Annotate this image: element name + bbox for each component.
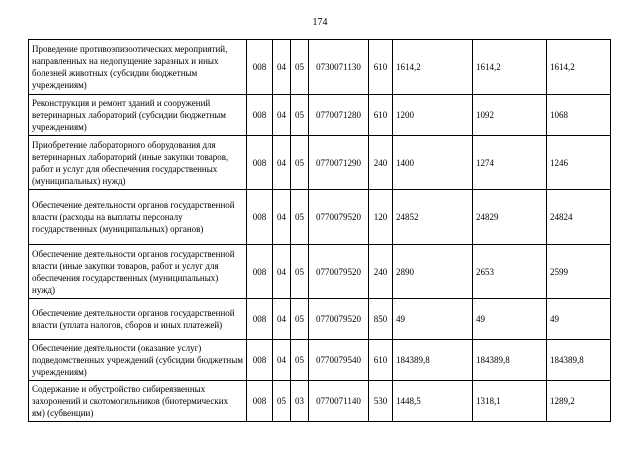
amount-year-2: 1318,1 <box>473 381 547 422</box>
ministry-code: 008 <box>247 95 273 136</box>
expense-type-code: 240 <box>369 245 393 299</box>
amount-year-1: 1614,2 <box>393 40 473 95</box>
amount-year-3: 2599 <box>547 245 611 299</box>
section-code: 04 <box>273 299 291 340</box>
amount-year-3: 184389,8 <box>547 340 611 381</box>
subsection-code: 05 <box>291 40 309 95</box>
subsection-code: 05 <box>291 340 309 381</box>
expense-type-code: 120 <box>369 190 393 245</box>
amount-year-3: 49 <box>547 299 611 340</box>
target-article-code: 0770079540 <box>309 340 369 381</box>
ministry-code: 008 <box>247 340 273 381</box>
table-row <box>29 299 611 340</box>
expense-type-code: 610 <box>369 40 393 95</box>
expense-description: Реконструкция и ремонт зданий и сооружений ветеринарных лабораторий (субсидии бюджетным учреждениям) <box>29 95 247 136</box>
table-body <box>29 40 611 422</box>
table-row <box>29 95 611 136</box>
amount-year-3: 1068 <box>547 95 611 136</box>
table-row <box>29 190 611 245</box>
subsection-code: 05 <box>291 136 309 190</box>
amount-year-2: 184389,8 <box>473 340 547 381</box>
amount-year-1: 184389,8 <box>393 340 473 381</box>
expense-description: Содержание и обустройство сибиреязвенных захоронений и скотомогильников (биотермических ям) (субвенции) <box>29 381 247 422</box>
subsection-code: 03 <box>291 381 309 422</box>
subsection-code: 05 <box>291 190 309 245</box>
target-article-code: 0770071140 <box>309 381 369 422</box>
ministry-code: 008 <box>247 245 273 299</box>
table-row <box>29 245 611 299</box>
target-article-code: 0770079520 <box>309 299 369 340</box>
section-code: 04 <box>273 95 291 136</box>
expense-description: Приобретение лабораторного оборудования для ветеринарных лабораторий (иные закупки товаров, работ и услуг для обеспечения государственных (муниципальных) нужд) <box>29 136 247 190</box>
amount-year-1: 24852 <box>393 190 473 245</box>
amount-year-1: 2890 <box>393 245 473 299</box>
section-code: 05 <box>273 381 291 422</box>
amount-year-2: 1092 <box>473 95 547 136</box>
table-row <box>29 340 611 381</box>
target-article-code: 0770079520 <box>309 190 369 245</box>
amount-year-2: 2653 <box>473 245 547 299</box>
amount-year-3: 1614,2 <box>547 40 611 95</box>
section-code: 04 <box>273 40 291 95</box>
amount-year-1: 1200 <box>393 95 473 136</box>
amount-year-2: 1614,2 <box>473 40 547 95</box>
target-article-code: 0770071280 <box>309 95 369 136</box>
expense-type-code: 610 <box>369 95 393 136</box>
target-article-code: 0730071130 <box>309 40 369 95</box>
amount-year-2: 1274 <box>473 136 547 190</box>
expense-type-code: 850 <box>369 299 393 340</box>
expense-type-code: 610 <box>369 340 393 381</box>
amount-year-3: 24824 <box>547 190 611 245</box>
amount-year-2: 24829 <box>473 190 547 245</box>
amount-year-1: 1400 <box>393 136 473 190</box>
subsection-code: 05 <box>291 245 309 299</box>
expense-description: Обеспечение деятельности органов государственной власти (уплата налогов, сборов и иных платежей) <box>29 299 247 340</box>
amount-year-3: 1289,2 <box>547 381 611 422</box>
ministry-code: 008 <box>247 381 273 422</box>
ministry-code: 008 <box>247 190 273 245</box>
expense-type-code: 240 <box>369 136 393 190</box>
section-code: 04 <box>273 245 291 299</box>
amount-year-2: 49 <box>473 299 547 340</box>
amount-year-1: 1448,5 <box>393 381 473 422</box>
ministry-code: 008 <box>247 40 273 95</box>
target-article-code: 0770071290 <box>309 136 369 190</box>
ministry-code: 008 <box>247 136 273 190</box>
amount-year-3: 1246 <box>547 136 611 190</box>
subsection-code: 05 <box>291 299 309 340</box>
expense-description: Проведение противоэпизоотических мероприятий, направленных на недопущение заразных и иных болезней животных (субсидии бюджетным учреждениям) <box>29 40 247 95</box>
expense-description: Обеспечение деятельности органов государственной власти (иные закупки товаров, работ и услуг для обеспечения государственных (муниципальных) нужд) <box>29 245 247 299</box>
budget-table <box>28 39 611 422</box>
target-article-code: 0770079520 <box>309 245 369 299</box>
expense-description: Обеспечение деятельности (оказание услуг) подведомственных учреждений (субсидии бюджетным учреждениям) <box>29 340 247 381</box>
amount-year-1: 49 <box>393 299 473 340</box>
section-code: 04 <box>273 190 291 245</box>
table-row <box>29 40 611 95</box>
expense-description: Обеспечение деятельности органов государственной власти (расходы на выплаты персоналу государственных (муниципальных) органов) <box>29 190 247 245</box>
expense-type-code: 530 <box>369 381 393 422</box>
subsection-code: 05 <box>291 95 309 136</box>
table-row <box>29 381 611 422</box>
section-code: 04 <box>273 136 291 190</box>
ministry-code: 008 <box>247 299 273 340</box>
table-row <box>29 136 611 190</box>
page-number: 174 <box>312 17 328 28</box>
section-code: 04 <box>273 340 291 381</box>
